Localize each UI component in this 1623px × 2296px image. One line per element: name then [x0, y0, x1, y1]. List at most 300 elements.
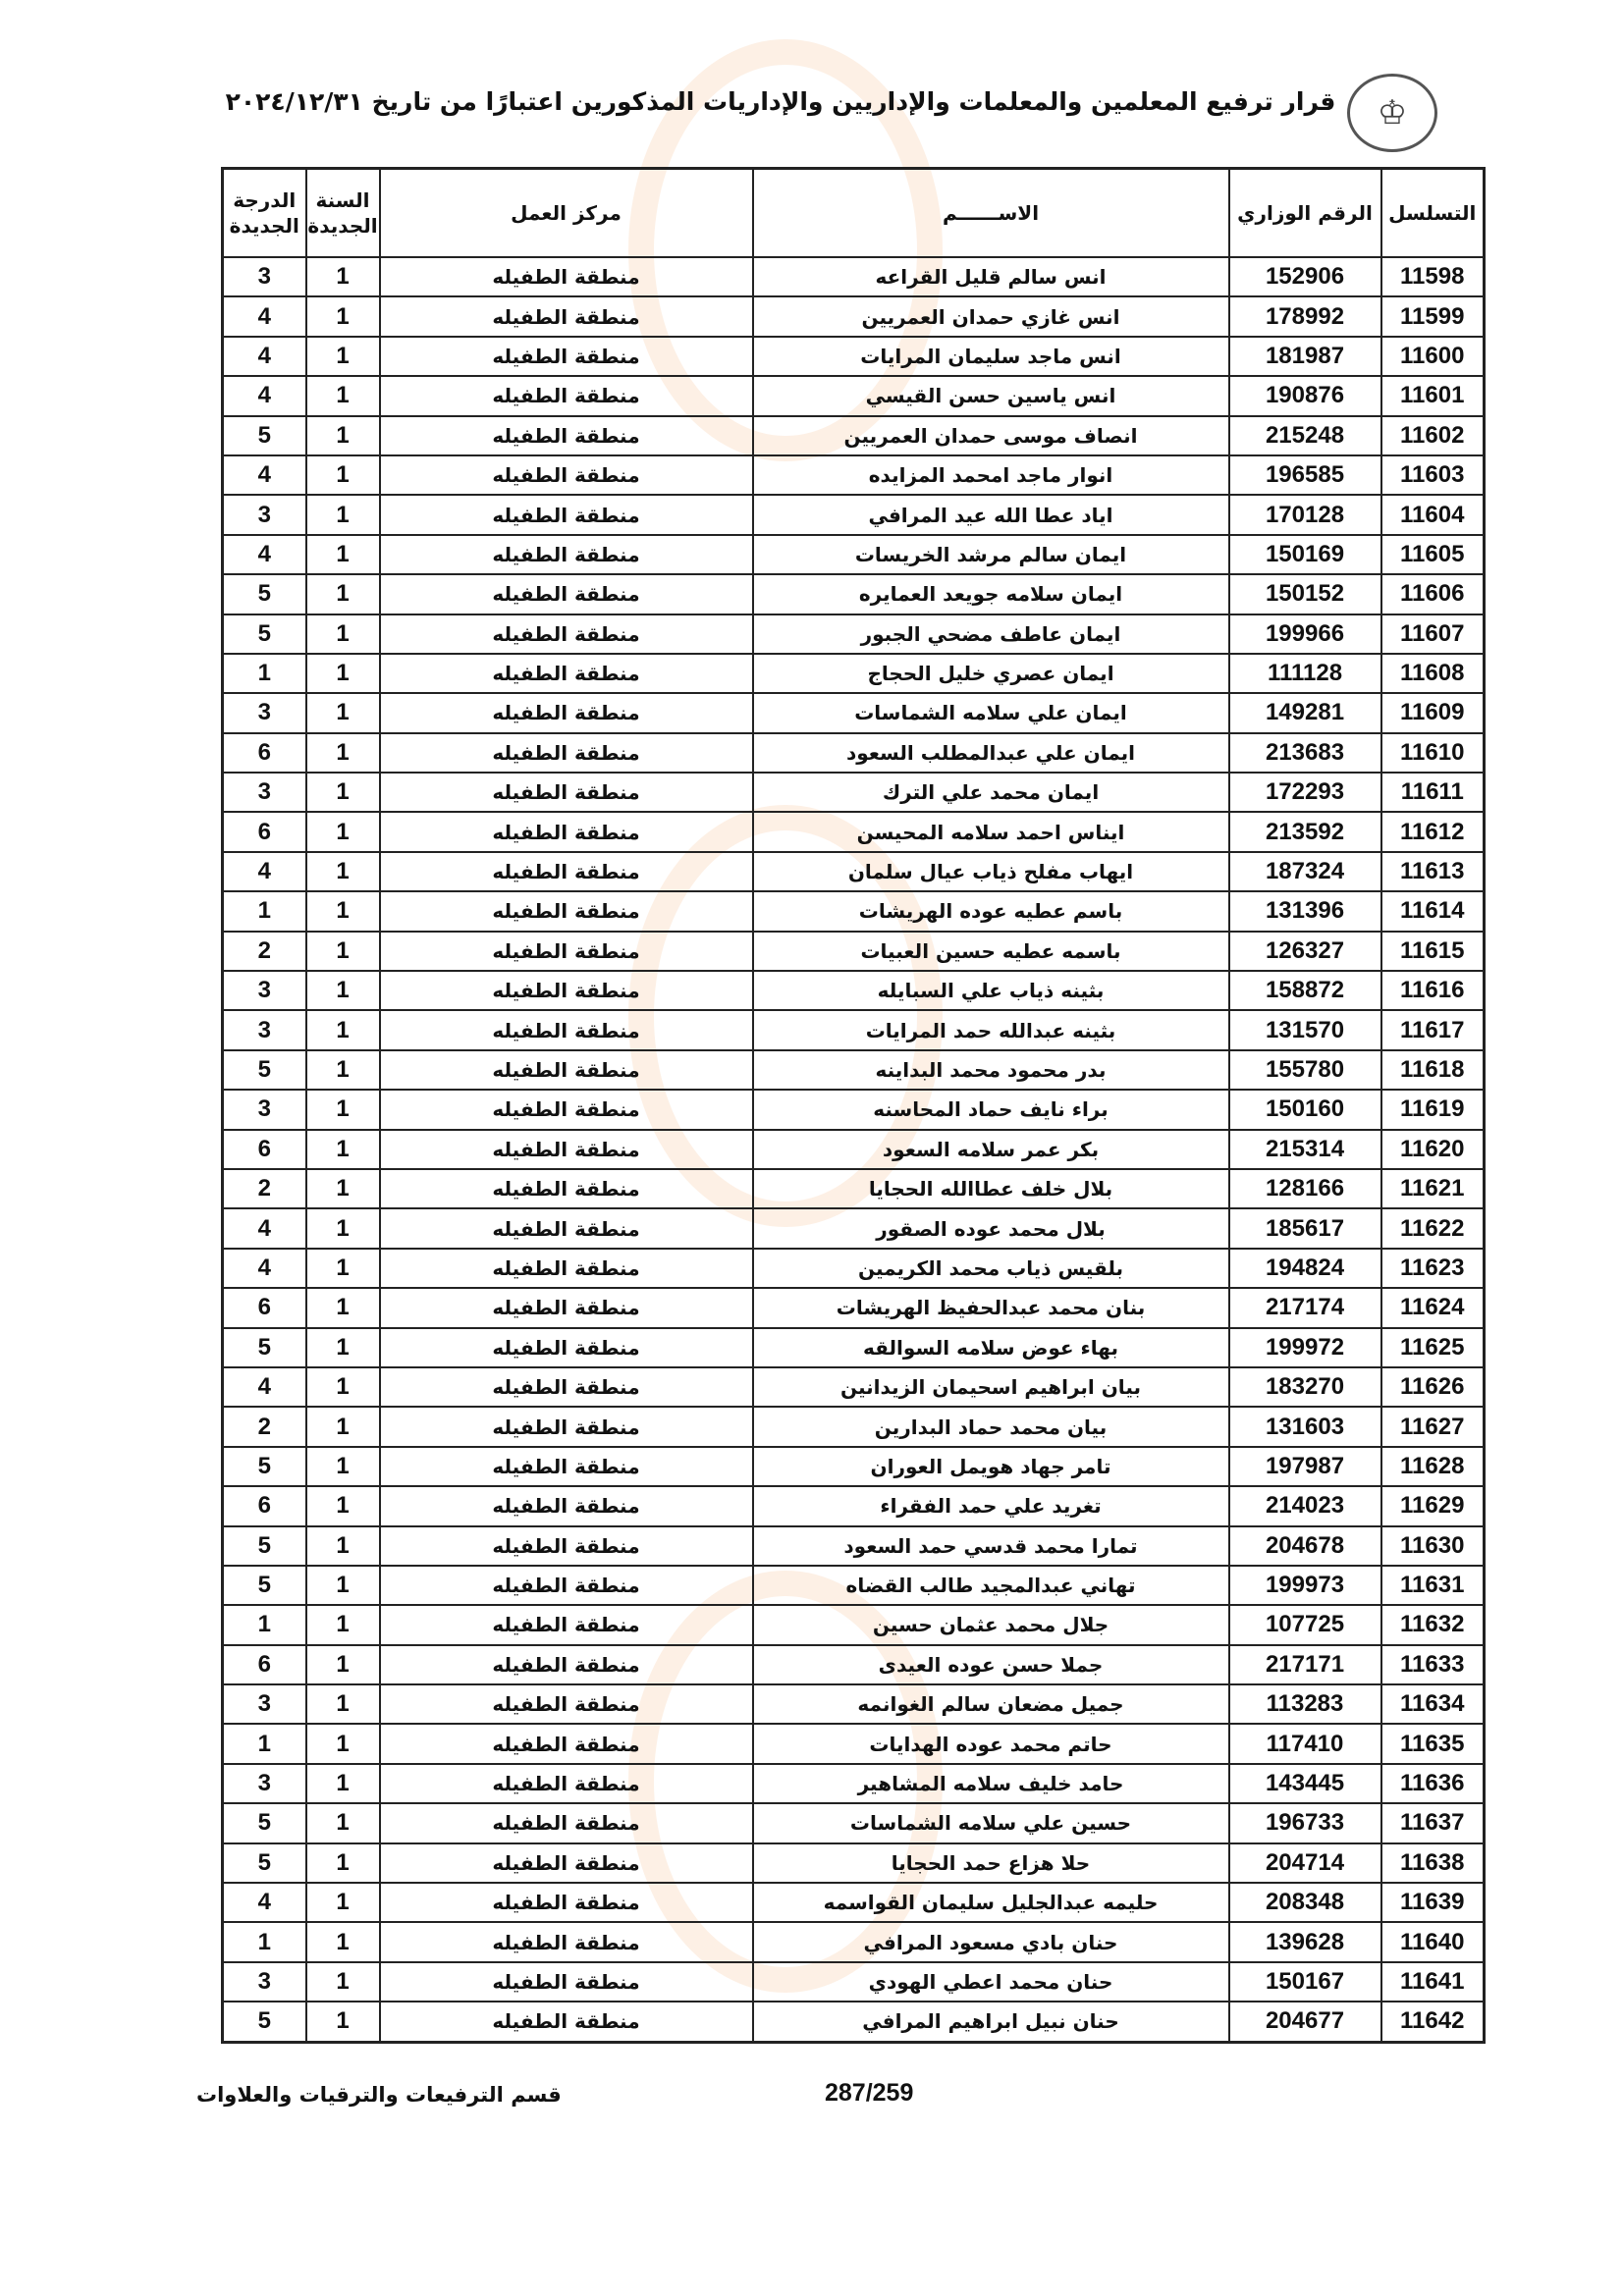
ministry-number-cell: 204677: [1229, 2002, 1381, 2042]
serial-cell: 11603: [1381, 455, 1485, 495]
new-grade-cell: 3: [223, 495, 306, 534]
work-center-cell: منطقة الطفيله: [380, 971, 753, 1010]
name-cell: ايمان عصري خليل الحجاج: [753, 654, 1229, 693]
work-center-cell: منطقة الطفيله: [380, 1407, 753, 1446]
new-grade-cell: 5: [223, 1803, 306, 1842]
name-cell: انس ياسين حسن القيسي: [753, 376, 1229, 415]
table-row: [223, 654, 1485, 693]
work-center-cell: منطقة الطفيله: [380, 1684, 753, 1724]
new-year-cell: 1: [306, 296, 380, 336]
ministry-number-cell: 170128: [1229, 495, 1381, 534]
new-grade-cell: 3: [223, 1962, 306, 2002]
new-grade-cell: 3: [223, 693, 306, 732]
ministry-number-cell: 213683: [1229, 733, 1381, 773]
ministry-number-cell: 215248: [1229, 416, 1381, 455]
ministry-number-cell: 217174: [1229, 1288, 1381, 1327]
new-year-cell: 1: [306, 654, 380, 693]
new-year-cell: 1: [306, 1486, 380, 1525]
table-row: [223, 932, 1485, 971]
table-row: [223, 1208, 1485, 1248]
column-header-ministry-number: الرقم الوزاري: [1229, 169, 1381, 258]
name-cell: بلقيس ذياب محمد الكريمين: [753, 1249, 1229, 1288]
name-cell: بثينه ذياب علي السبايله: [753, 971, 1229, 1010]
ministry-number-cell: 199973: [1229, 1566, 1381, 1605]
serial-cell: 11631: [1381, 1566, 1485, 1605]
ministry-number-cell: 199972: [1229, 1328, 1381, 1367]
serial-cell: 11610: [1381, 733, 1485, 773]
serial-cell: 11607: [1381, 614, 1485, 654]
work-center-cell: منطقة الطفيله: [380, 1288, 753, 1327]
table-row: [223, 1447, 1485, 1486]
department-name: قسم الترفيعات والترقيات والعلاوات: [196, 2083, 562, 2107]
ministry-number-cell: 208348: [1229, 1883, 1381, 1922]
new-grade-cell: 1: [223, 654, 306, 693]
ministry-number-cell: 214023: [1229, 1486, 1381, 1525]
new-year-cell: 1: [306, 1645, 380, 1684]
name-cell: تامر جهاد هويمل العوران: [753, 1447, 1229, 1486]
ministry-number-cell: 183270: [1229, 1367, 1381, 1407]
serial-cell: 11626: [1381, 1367, 1485, 1407]
new-grade-cell: 6: [223, 1645, 306, 1684]
work-center-cell: منطقة الطفيله: [380, 1645, 753, 1684]
new-year-cell: 1: [306, 1566, 380, 1605]
column-header-serial: التسلسل: [1381, 169, 1485, 258]
new-year-cell: 1: [306, 852, 380, 891]
work-center-cell: منطقة الطفيله: [380, 1962, 753, 2002]
work-center-cell: منطقة الطفيله: [380, 1526, 753, 1566]
name-cell: بدر محمود محمد البداينه: [753, 1050, 1229, 1090]
new-year-cell: 1: [306, 1962, 380, 2002]
name-cell: بيان محمد حماد البدارين: [753, 1407, 1229, 1446]
table-row: [223, 852, 1485, 891]
name-cell: انس غازي حمدان العمريين: [753, 296, 1229, 336]
work-center-cell: منطقة الطفيله: [380, 1249, 753, 1288]
table-row: [223, 296, 1485, 336]
ministry-number-cell: 150169: [1229, 535, 1381, 574]
new-grade-cell: 5: [223, 416, 306, 455]
new-year-cell: 1: [306, 812, 380, 851]
column-header-work-center: مركز العمل: [380, 169, 753, 258]
new-year-cell: 1: [306, 891, 380, 931]
table-row: [223, 1090, 1485, 1129]
ministry-number-cell: 194824: [1229, 1249, 1381, 1288]
ministry-number-cell: 178992: [1229, 296, 1381, 336]
work-center-cell: منطقة الطفيله: [380, 932, 753, 971]
work-center-cell: منطقة الطفيله: [380, 1843, 753, 1883]
new-grade-cell: 4: [223, 337, 306, 376]
ministry-number-cell: 196585: [1229, 455, 1381, 495]
new-grade-cell: 5: [223, 1050, 306, 1090]
table-row: [223, 1566, 1485, 1605]
work-center-cell: منطقة الطفيله: [380, 257, 753, 296]
work-center-cell: منطقة الطفيله: [380, 1447, 753, 1486]
work-center-cell: منطقة الطفيله: [380, 1605, 753, 1644]
ministry-number-cell: 204678: [1229, 1526, 1381, 1566]
work-center-cell: منطقة الطفيله: [380, 296, 753, 336]
work-center-cell: منطقة الطفيله: [380, 1208, 753, 1248]
name-cell: ايمان سالم مرشد الخريسات: [753, 535, 1229, 574]
table-row: [223, 1962, 1485, 2002]
serial-cell: 11611: [1381, 773, 1485, 812]
new-grade-cell: 5: [223, 614, 306, 654]
serial-cell: 11623: [1381, 1249, 1485, 1288]
table-row: [223, 1605, 1485, 1644]
name-cell: بنان محمد عبدالحفيظ الهريشات: [753, 1288, 1229, 1327]
table-header-row: [223, 169, 1485, 258]
ministry-number-cell: 181987: [1229, 337, 1381, 376]
serial-cell: 11612: [1381, 812, 1485, 851]
serial-cell: 11615: [1381, 932, 1485, 971]
new-year-cell: 1: [306, 495, 380, 534]
serial-cell: 11629: [1381, 1486, 1485, 1525]
ministry-number-cell: 117410: [1229, 1724, 1381, 1763]
serial-cell: 11604: [1381, 495, 1485, 534]
new-year-cell: 1: [306, 1249, 380, 1288]
ministry-number-cell: 126327: [1229, 932, 1381, 971]
serial-cell: 11627: [1381, 1407, 1485, 1446]
table-row: [223, 773, 1485, 812]
work-center-cell: منطقة الطفيله: [380, 1486, 753, 1525]
serial-cell: 11617: [1381, 1010, 1485, 1049]
work-center-cell: منطقة الطفيله: [380, 693, 753, 732]
name-cell: حنان بادي مسعود المرافي: [753, 1922, 1229, 1961]
serial-cell: 11600: [1381, 337, 1485, 376]
serial-cell: 11625: [1381, 1328, 1485, 1367]
serial-cell: 11628: [1381, 1447, 1485, 1486]
serial-cell: 11601: [1381, 376, 1485, 415]
table-row: [223, 1130, 1485, 1169]
new-grade-cell: 6: [223, 812, 306, 851]
ministry-number-cell: 149281: [1229, 693, 1381, 732]
ministry-number-cell: 131603: [1229, 1407, 1381, 1446]
table-row: [223, 1764, 1485, 1803]
work-center-cell: منطقة الطفيله: [380, 812, 753, 851]
table-row: [223, 1407, 1485, 1446]
table-row: [223, 1010, 1485, 1049]
ministry-number-cell: 111128: [1229, 654, 1381, 693]
new-grade-cell: 3: [223, 1090, 306, 1129]
new-year-cell: 1: [306, 1130, 380, 1169]
table-row: [223, 1526, 1485, 1566]
new-grade-cell: 4: [223, 1249, 306, 1288]
ministry-number-cell: 187324: [1229, 852, 1381, 891]
ministry-number-cell: 172293: [1229, 773, 1381, 812]
new-grade-cell: 2: [223, 1169, 306, 1208]
work-center-cell: منطقة الطفيله: [380, 654, 753, 693]
table-row: [223, 257, 1485, 296]
name-cell: حنان نبيل ابراهيم المرافي: [753, 2002, 1229, 2042]
ministry-number-cell: 213592: [1229, 812, 1381, 851]
work-center-cell: منطقة الطفيله: [380, 1803, 753, 1842]
column-header-new-year: السنة الجديدة: [306, 169, 380, 258]
table-row: [223, 693, 1485, 732]
new-grade-cell: 2: [223, 932, 306, 971]
ministry-number-cell: 199966: [1229, 614, 1381, 654]
ministry-number-cell: 128166: [1229, 1169, 1381, 1208]
work-center-cell: منطقة الطفيله: [380, 891, 753, 931]
serial-cell: 11606: [1381, 574, 1485, 614]
ministry-number-cell: 158872: [1229, 971, 1381, 1010]
table-row: [223, 455, 1485, 495]
table-row: [223, 1843, 1485, 1883]
new-grade-cell: 5: [223, 2002, 306, 2042]
table-row: [223, 891, 1485, 931]
table-row: [223, 614, 1485, 654]
work-center-cell: منطقة الطفيله: [380, 495, 753, 534]
name-cell: انصاف موسى حمدان العمريين: [753, 416, 1229, 455]
new-year-cell: 1: [306, 932, 380, 971]
name-cell: بكر عمر سلامه السعود: [753, 1130, 1229, 1169]
table-body: [223, 257, 1485, 2042]
name-cell: حلا هزاع حمد الحجايا: [753, 1843, 1229, 1883]
name-cell: ايمان سلامه جويعد العمايره: [753, 574, 1229, 614]
new-year-cell: 1: [306, 535, 380, 574]
name-cell: بيان ابراهيم اسحيمان الزيدانين: [753, 1367, 1229, 1407]
name-cell: تهاني عبدالمجيد طالب القضاه: [753, 1566, 1229, 1605]
serial-cell: 11620: [1381, 1130, 1485, 1169]
work-center-cell: منطقة الطفيله: [380, 1724, 753, 1763]
serial-cell: 11622: [1381, 1208, 1485, 1248]
new-year-cell: 1: [306, 1447, 380, 1486]
work-center-cell: منطقة الطفيله: [380, 416, 753, 455]
serial-cell: 11633: [1381, 1645, 1485, 1684]
work-center-cell: منطقة الطفيله: [380, 1764, 753, 1803]
ministry-number-cell: 185617: [1229, 1208, 1381, 1248]
serial-cell: 11637: [1381, 1803, 1485, 1842]
table-row: [223, 1684, 1485, 1724]
new-grade-cell: 3: [223, 1764, 306, 1803]
work-center-cell: منطقة الطفيله: [380, 1010, 753, 1049]
work-center-cell: منطقة الطفيله: [380, 574, 753, 614]
name-cell: ايمان محمد علي الترك: [753, 773, 1229, 812]
new-grade-cell: 2: [223, 1407, 306, 1446]
promotions-table: [221, 167, 1486, 2044]
name-cell: جلال محمد عثمان حسين: [753, 1605, 1229, 1644]
name-cell: بهاء عوض سلامه السوالقه: [753, 1328, 1229, 1367]
name-cell: ايمان علي عبدالمطلب السعود: [753, 733, 1229, 773]
serial-cell: 11614: [1381, 891, 1485, 931]
name-cell: ايمان علي سلامه الشماسات: [753, 693, 1229, 732]
ministry-number-cell: 150152: [1229, 574, 1381, 614]
new-grade-cell: 4: [223, 1883, 306, 1922]
new-grade-cell: 1: [223, 891, 306, 931]
ministry-number-cell: 131396: [1229, 891, 1381, 931]
name-cell: تمارا محمد قدسي حمد السعود: [753, 1526, 1229, 1566]
work-center-cell: منطقة الطفيله: [380, 2002, 753, 2042]
ministry-number-cell: 150167: [1229, 1962, 1381, 2002]
new-grade-cell: 5: [223, 574, 306, 614]
new-year-cell: 1: [306, 1922, 380, 1961]
name-cell: حامد خليف سلامه المشاهير: [753, 1764, 1229, 1803]
new-grade-cell: 6: [223, 1130, 306, 1169]
serial-cell: 11635: [1381, 1724, 1485, 1763]
serial-cell: 11636: [1381, 1764, 1485, 1803]
new-grade-cell: 6: [223, 1486, 306, 1525]
serial-cell: 11616: [1381, 971, 1485, 1010]
new-grade-cell: 6: [223, 1288, 306, 1327]
table-row: [223, 812, 1485, 851]
name-cell: انوار ماجد امحمد المزايده: [753, 455, 1229, 495]
new-grade-cell: 3: [223, 971, 306, 1010]
ministry-number-cell: 197987: [1229, 1447, 1381, 1486]
ministry-number-cell: 152906: [1229, 257, 1381, 296]
serial-cell: 11619: [1381, 1090, 1485, 1129]
work-center-cell: منطقة الطفيله: [380, 337, 753, 376]
serial-cell: 11608: [1381, 654, 1485, 693]
serial-cell: 11638: [1381, 1843, 1485, 1883]
table-row: [223, 1050, 1485, 1090]
name-cell: حنان محمد اعطي الهودي: [753, 1962, 1229, 2002]
ministry-number-cell: 190876: [1229, 376, 1381, 415]
table-row: [223, 1169, 1485, 1208]
new-year-cell: 1: [306, 574, 380, 614]
table-row: [223, 971, 1485, 1010]
new-year-cell: 1: [306, 1050, 380, 1090]
work-center-cell: منطقة الطفيله: [380, 733, 753, 773]
new-year-cell: 1: [306, 1684, 380, 1724]
ministry-number-cell: 143445: [1229, 1764, 1381, 1803]
work-center-cell: منطقة الطفيله: [380, 1367, 753, 1407]
name-cell: جميل مضعان سالم الغوانمه: [753, 1684, 1229, 1724]
ministry-number-cell: 107725: [1229, 1605, 1381, 1644]
name-cell: اياد عطا الله عيد المرافي: [753, 495, 1229, 534]
work-center-cell: منطقة الطفيله: [380, 614, 753, 654]
name-cell: ايناس احمد سلامه المحيسن: [753, 812, 1229, 851]
document-title: قرار ترفيع المعلمين والمعلمات والإداريين والإداريات المذكورين اعتبارًا من تاريخ ٢٠٢٤/١٢/٣١: [225, 87, 1336, 116]
serial-cell: 11598: [1381, 257, 1485, 296]
ministry-number-cell: 217171: [1229, 1645, 1381, 1684]
serial-cell: 11642: [1381, 2002, 1485, 2042]
new-grade-cell: 5: [223, 1526, 306, 1566]
new-grade-cell: 4: [223, 535, 306, 574]
table-row: [223, 416, 1485, 455]
table-row: [223, 1645, 1485, 1684]
name-cell: انس ماجد سليمان المرايات: [753, 337, 1229, 376]
work-center-cell: منطقة الطفيله: [380, 1566, 753, 1605]
work-center-cell: منطقة الطفيله: [380, 1883, 753, 1922]
name-cell: حاتم محمد عوده الهدايات: [753, 1724, 1229, 1763]
new-year-cell: 1: [306, 773, 380, 812]
work-center-cell: منطقة الطفيله: [380, 1090, 753, 1129]
new-year-cell: 1: [306, 257, 380, 296]
ministry-number-cell: 150160: [1229, 1090, 1381, 1129]
new-year-cell: 1: [306, 1288, 380, 1327]
name-cell: براء نايف حماد المحاسنه: [753, 1090, 1229, 1129]
name-cell: باسم عطيه عوده الهريشات: [753, 891, 1229, 931]
table-row: [223, 1724, 1485, 1763]
table-row: [223, 733, 1485, 773]
new-year-cell: 1: [306, 693, 380, 732]
ministry-number-cell: 139628: [1229, 1922, 1381, 1961]
serial-cell: 11624: [1381, 1288, 1485, 1327]
table-row: [223, 1803, 1485, 1842]
name-cell: حليمه عبدالجليل سليمان القواسمه: [753, 1883, 1229, 1922]
work-center-cell: منطقة الطفيله: [380, 1169, 753, 1208]
ministry-number-cell: 155780: [1229, 1050, 1381, 1090]
name-cell: انس سالم قليل القراعه: [753, 257, 1229, 296]
new-grade-cell: 3: [223, 1684, 306, 1724]
serial-cell: 11621: [1381, 1169, 1485, 1208]
name-cell: بثينه عبدالله حمد المرايات: [753, 1010, 1229, 1049]
name-cell: بلال خلف عطاالله الحجايا: [753, 1169, 1229, 1208]
new-grade-cell: 5: [223, 1447, 306, 1486]
new-year-cell: 1: [306, 1803, 380, 1842]
new-grade-cell: 3: [223, 257, 306, 296]
serial-cell: 11602: [1381, 416, 1485, 455]
new-year-cell: 1: [306, 2002, 380, 2042]
serial-cell: 11609: [1381, 693, 1485, 732]
new-grade-cell: 4: [223, 455, 306, 495]
name-cell: ايمان عاطف مضحي الجبور: [753, 614, 1229, 654]
table-row: [223, 535, 1485, 574]
name-cell: جملا حسن عوده العيدى: [753, 1645, 1229, 1684]
serial-cell: 11599: [1381, 296, 1485, 336]
new-year-cell: 1: [306, 1843, 380, 1883]
new-grade-cell: 6: [223, 733, 306, 773]
new-grade-cell: 1: [223, 1605, 306, 1644]
new-grade-cell: 1: [223, 1922, 306, 1961]
work-center-cell: منطقة الطفيله: [380, 455, 753, 495]
work-center-cell: منطقة الطفيله: [380, 773, 753, 812]
new-year-cell: 1: [306, 971, 380, 1010]
page-number: 287/259: [825, 2079, 914, 2107]
table-row: [223, 1486, 1485, 1525]
new-grade-cell: 4: [223, 1367, 306, 1407]
new-grade-cell: 4: [223, 296, 306, 336]
ministry-number-cell: 215314: [1229, 1130, 1381, 1169]
new-year-cell: 1: [306, 376, 380, 415]
work-center-cell: منطقة الطفيله: [380, 1922, 753, 1961]
new-grade-cell: 3: [223, 773, 306, 812]
ministry-number-cell: 113283: [1229, 1684, 1381, 1724]
work-center-cell: منطقة الطفيله: [380, 1130, 753, 1169]
new-grade-cell: 4: [223, 376, 306, 415]
new-grade-cell: 5: [223, 1328, 306, 1367]
new-year-cell: 1: [306, 1010, 380, 1049]
work-center-cell: منطقة الطفيله: [380, 852, 753, 891]
new-year-cell: 1: [306, 1883, 380, 1922]
serial-cell: 11618: [1381, 1050, 1485, 1090]
new-year-cell: 1: [306, 1764, 380, 1803]
ministry-number-cell: 131570: [1229, 1010, 1381, 1049]
serial-cell: 11605: [1381, 535, 1485, 574]
new-year-cell: 1: [306, 416, 380, 455]
serial-cell: 11639: [1381, 1883, 1485, 1922]
new-year-cell: 1: [306, 1407, 380, 1446]
new-year-cell: 1: [306, 614, 380, 654]
serial-cell: 11640: [1381, 1922, 1485, 1961]
name-cell: حسين علي سلامه الشماسات: [753, 1803, 1229, 1842]
name-cell: باسمه عطيه حسين العبيات: [753, 932, 1229, 971]
table-row: [223, 1883, 1485, 1922]
table-row: [223, 1249, 1485, 1288]
name-cell: ايهاب مفلح ذياب عيال سلمان: [753, 852, 1229, 891]
new-year-cell: 1: [306, 1090, 380, 1129]
name-cell: بلال محمد عوده الصقور: [753, 1208, 1229, 1248]
ministry-number-cell: 196733: [1229, 1803, 1381, 1842]
ministry-number-cell: 204714: [1229, 1843, 1381, 1883]
new-grade-cell: 5: [223, 1566, 306, 1605]
new-year-cell: 1: [306, 1526, 380, 1566]
name-cell: تغريد علي حمد الفقراء: [753, 1486, 1229, 1525]
column-header-name: الاســــــم: [753, 169, 1229, 258]
new-year-cell: 1: [306, 1367, 380, 1407]
new-year-cell: 1: [306, 1724, 380, 1763]
new-year-cell: 1: [306, 1208, 380, 1248]
serial-cell: 11641: [1381, 1962, 1485, 2002]
new-year-cell: 1: [306, 1605, 380, 1644]
new-grade-cell: 4: [223, 852, 306, 891]
